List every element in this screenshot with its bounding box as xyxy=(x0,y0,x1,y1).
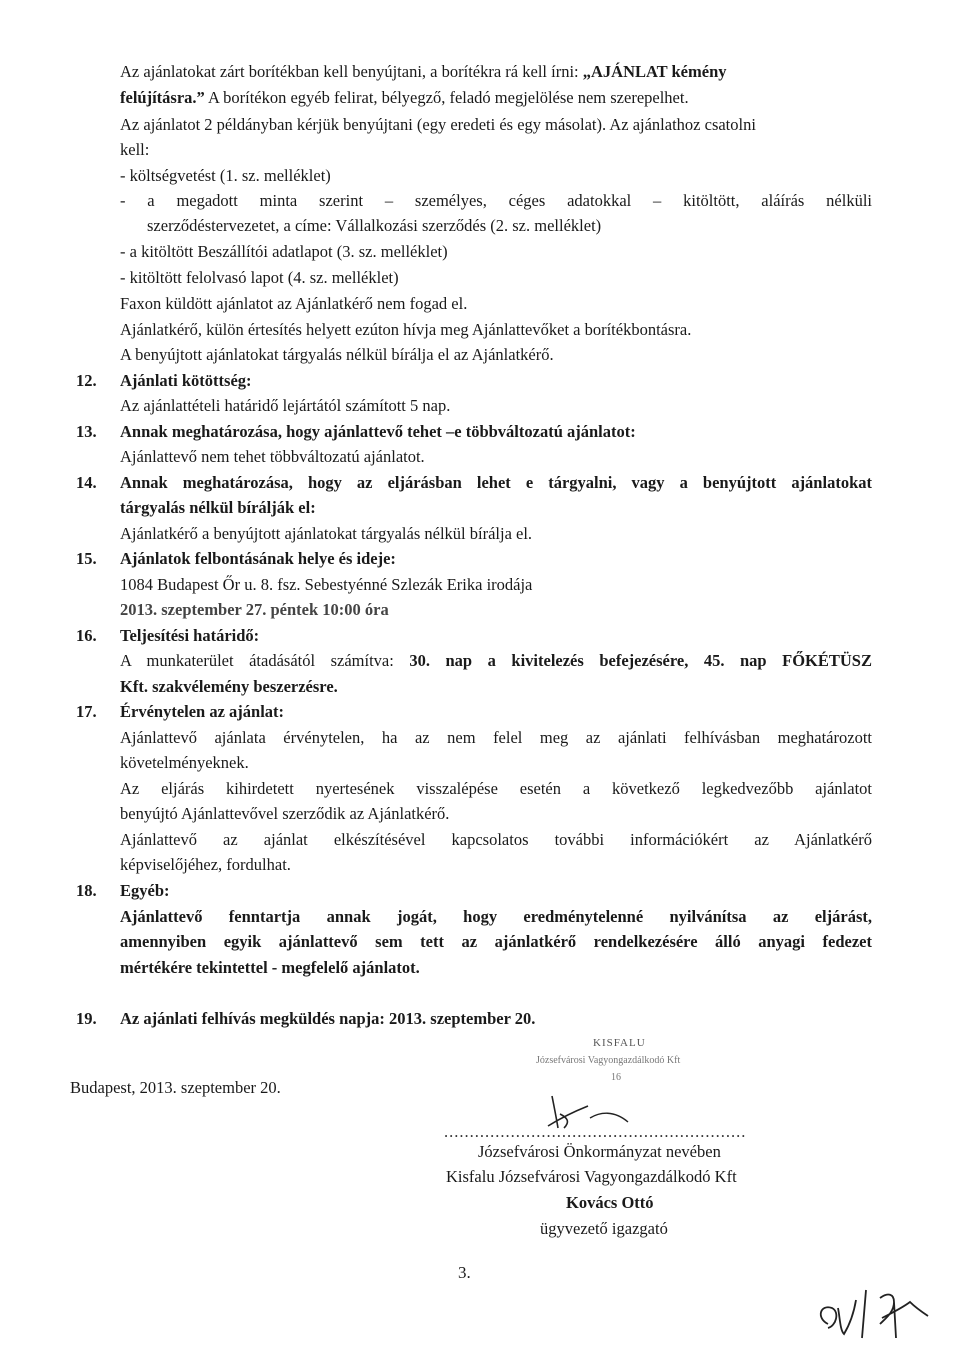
place-date: Budapest, 2013. szeptember 20. xyxy=(70,1078,281,1097)
intro-line-3: Az ajánlatot 2 példányban kérjük benyújtani (egy eredeti és egy másolat). Az ajánlathoz csatolni xyxy=(120,115,756,134)
section-19-text: Az ajánlati felhívás megküldés napja: 2013. szeptember 20. xyxy=(120,1009,536,1028)
section-14-text: Ajánlatkérő a benyújtott ajánlatokat tárgyalás nélkül bírálja el. xyxy=(120,524,533,543)
stamp-name: KISFALU xyxy=(593,1037,646,1049)
section-15-date: 2013. szeptember 27. péntek 10:00 óra xyxy=(120,600,389,619)
section-12-number: 12. xyxy=(76,371,97,390)
section-16-title: Teljesítési határidő: xyxy=(120,626,260,645)
intro-line-4: kell: xyxy=(120,140,150,159)
section-17-p3: Ajánlattevő az ajánlat elkészítésével kapcsolatos további információkért az Ajánlatkérő xyxy=(120,830,872,849)
section-18-line-1: Ajánlattevő fenntartja annak jogát, hogy eredménytelenné nyilvánítsa az eljárást, xyxy=(120,907,872,926)
section-16-line-2: Kft. szakvélemény beszerzésre. xyxy=(120,677,338,696)
signature-line: ........................................................... xyxy=(444,1122,747,1141)
attachment-item-4: - kitöltött felolvasó lapot (4. sz. melléklet) xyxy=(120,268,399,287)
attachment-item-1: - költségvetést (1. sz. melléklet) xyxy=(120,166,331,185)
section-17-p2-cont: benyújtó Ajánlattevővel szerződik az Ajánlatkérő. xyxy=(120,804,450,823)
section-13-text: Ajánlattevő nem tehet többváltozatú ajánlatot. xyxy=(120,447,425,466)
evaluation-note: A benyújtott ajánlatokat tárgyalás nélkül bírálja el az Ajánlatkérő. xyxy=(120,345,554,364)
section-12-title: Ajánlati kötöttség: xyxy=(120,371,252,390)
attachment-item-2-cont: szerződéstervezetet, a címe: Vállalkozási szerződés (2. sz. melléklet) xyxy=(147,216,602,235)
fax-note: Faxon küldött ajánlatot az Ajánlatkérő nem fogad el. xyxy=(120,294,468,313)
stamp-company: Józsefvárosi Vagyongazdálkodó Kft xyxy=(536,1055,681,1066)
section-18-title: Egyéb: xyxy=(120,881,170,900)
signature-line-2: Kisfalu Józsefvárosi Vagyongazdálkodó Kft xyxy=(446,1167,737,1186)
section-15-title: Ajánlatok felbontásának helye és ideje: xyxy=(120,549,396,568)
section-12-text: Az ajánlattételi határidő lejártától számított 5 nap. xyxy=(120,396,451,415)
attachment-item-2: - a megadott minta szerint – személyes, céges adatokkal – kitöltött, aláírás nélküli xyxy=(120,191,872,210)
section-15-number: 15. xyxy=(76,549,97,568)
section-14-title-cont: tárgyalás nélkül bírálják el: xyxy=(120,498,316,517)
section-14-title: Annak meghatározása, hogy az eljárásban lehet e tárgyalni, vagy a benyújtott ajánlatokat xyxy=(120,473,872,492)
section-13-number: 13. xyxy=(76,422,97,441)
section-17-p1: Ajánlattevő ajánlata érvénytelen, ha az nem felel meg az ajánlati felhívásban meghatározott xyxy=(120,728,872,747)
stamp-code: 16 xyxy=(611,1072,621,1083)
signature-line-1: Józsefvárosi Önkormányzat nevében xyxy=(478,1142,721,1161)
signatory-name: Kovács Ottó xyxy=(566,1193,654,1212)
section-14-number: 14. xyxy=(76,473,97,492)
attachment-item-3: - a kitöltött Beszállítói adatlapot (3. sz. melléklet) xyxy=(120,242,448,261)
section-17-p1-cont: követelményeknek. xyxy=(120,753,249,772)
section-17-p3-cont: képviselőjéhez, fordulhat. xyxy=(120,855,291,874)
section-18-number: 18. xyxy=(76,881,97,900)
section-19-number: 19. xyxy=(76,1009,97,1028)
handwritten-initials xyxy=(810,1278,950,1344)
section-13-title: Annak meghatározása, hogy ajánlattevő tehet –e többváltozatú ajánlatot: xyxy=(120,422,636,441)
section-15-address: 1084 Budapest Őr u. 8. fsz. Sebestyénné Szlezák Erika irodája xyxy=(120,575,533,594)
section-18-line-3: mértékére tekintettel - megfelelő ajánlatot. xyxy=(120,958,420,977)
section-18-line-2: amennyiben egyik ajánlattevő sem tett az ajánlatkérő rendelkezésére álló anyagi fedezet xyxy=(120,932,872,951)
section-16-number: 16. xyxy=(76,626,97,645)
intro-line-1: Az ajánlatokat zárt borítékban kell benyújtani, a borítékra rá kell írni: „AJÁNLAT kémény xyxy=(120,62,727,81)
section-16-line-1: A munkaterület átadásától számítva: 30. nap a kivitelezés befejezésére, 45. nap FŐKÉTÜSZ xyxy=(120,651,872,670)
section-17-title: Érvénytelen az ajánlat: xyxy=(120,702,285,721)
opening-invitation: Ajánlatkérő, külön értesítés helyett ezúton hívja meg Ajánlattevőket a borítékbontásra. xyxy=(120,320,692,339)
section-17-number: 17. xyxy=(76,702,97,721)
signatory-role: ügyvezető igazgató xyxy=(540,1219,668,1238)
intro-line-2: felújításra.” A borítékon egyéb felirat, bélyegző, feladó megjelölése nem szerepelhet. xyxy=(120,88,689,107)
page-number: 3. xyxy=(458,1263,471,1282)
section-17-p2: Az eljárás kihirdetett nyertesének visszalépése esetén a következő legkedvezőbb ajánlatot xyxy=(120,779,872,798)
